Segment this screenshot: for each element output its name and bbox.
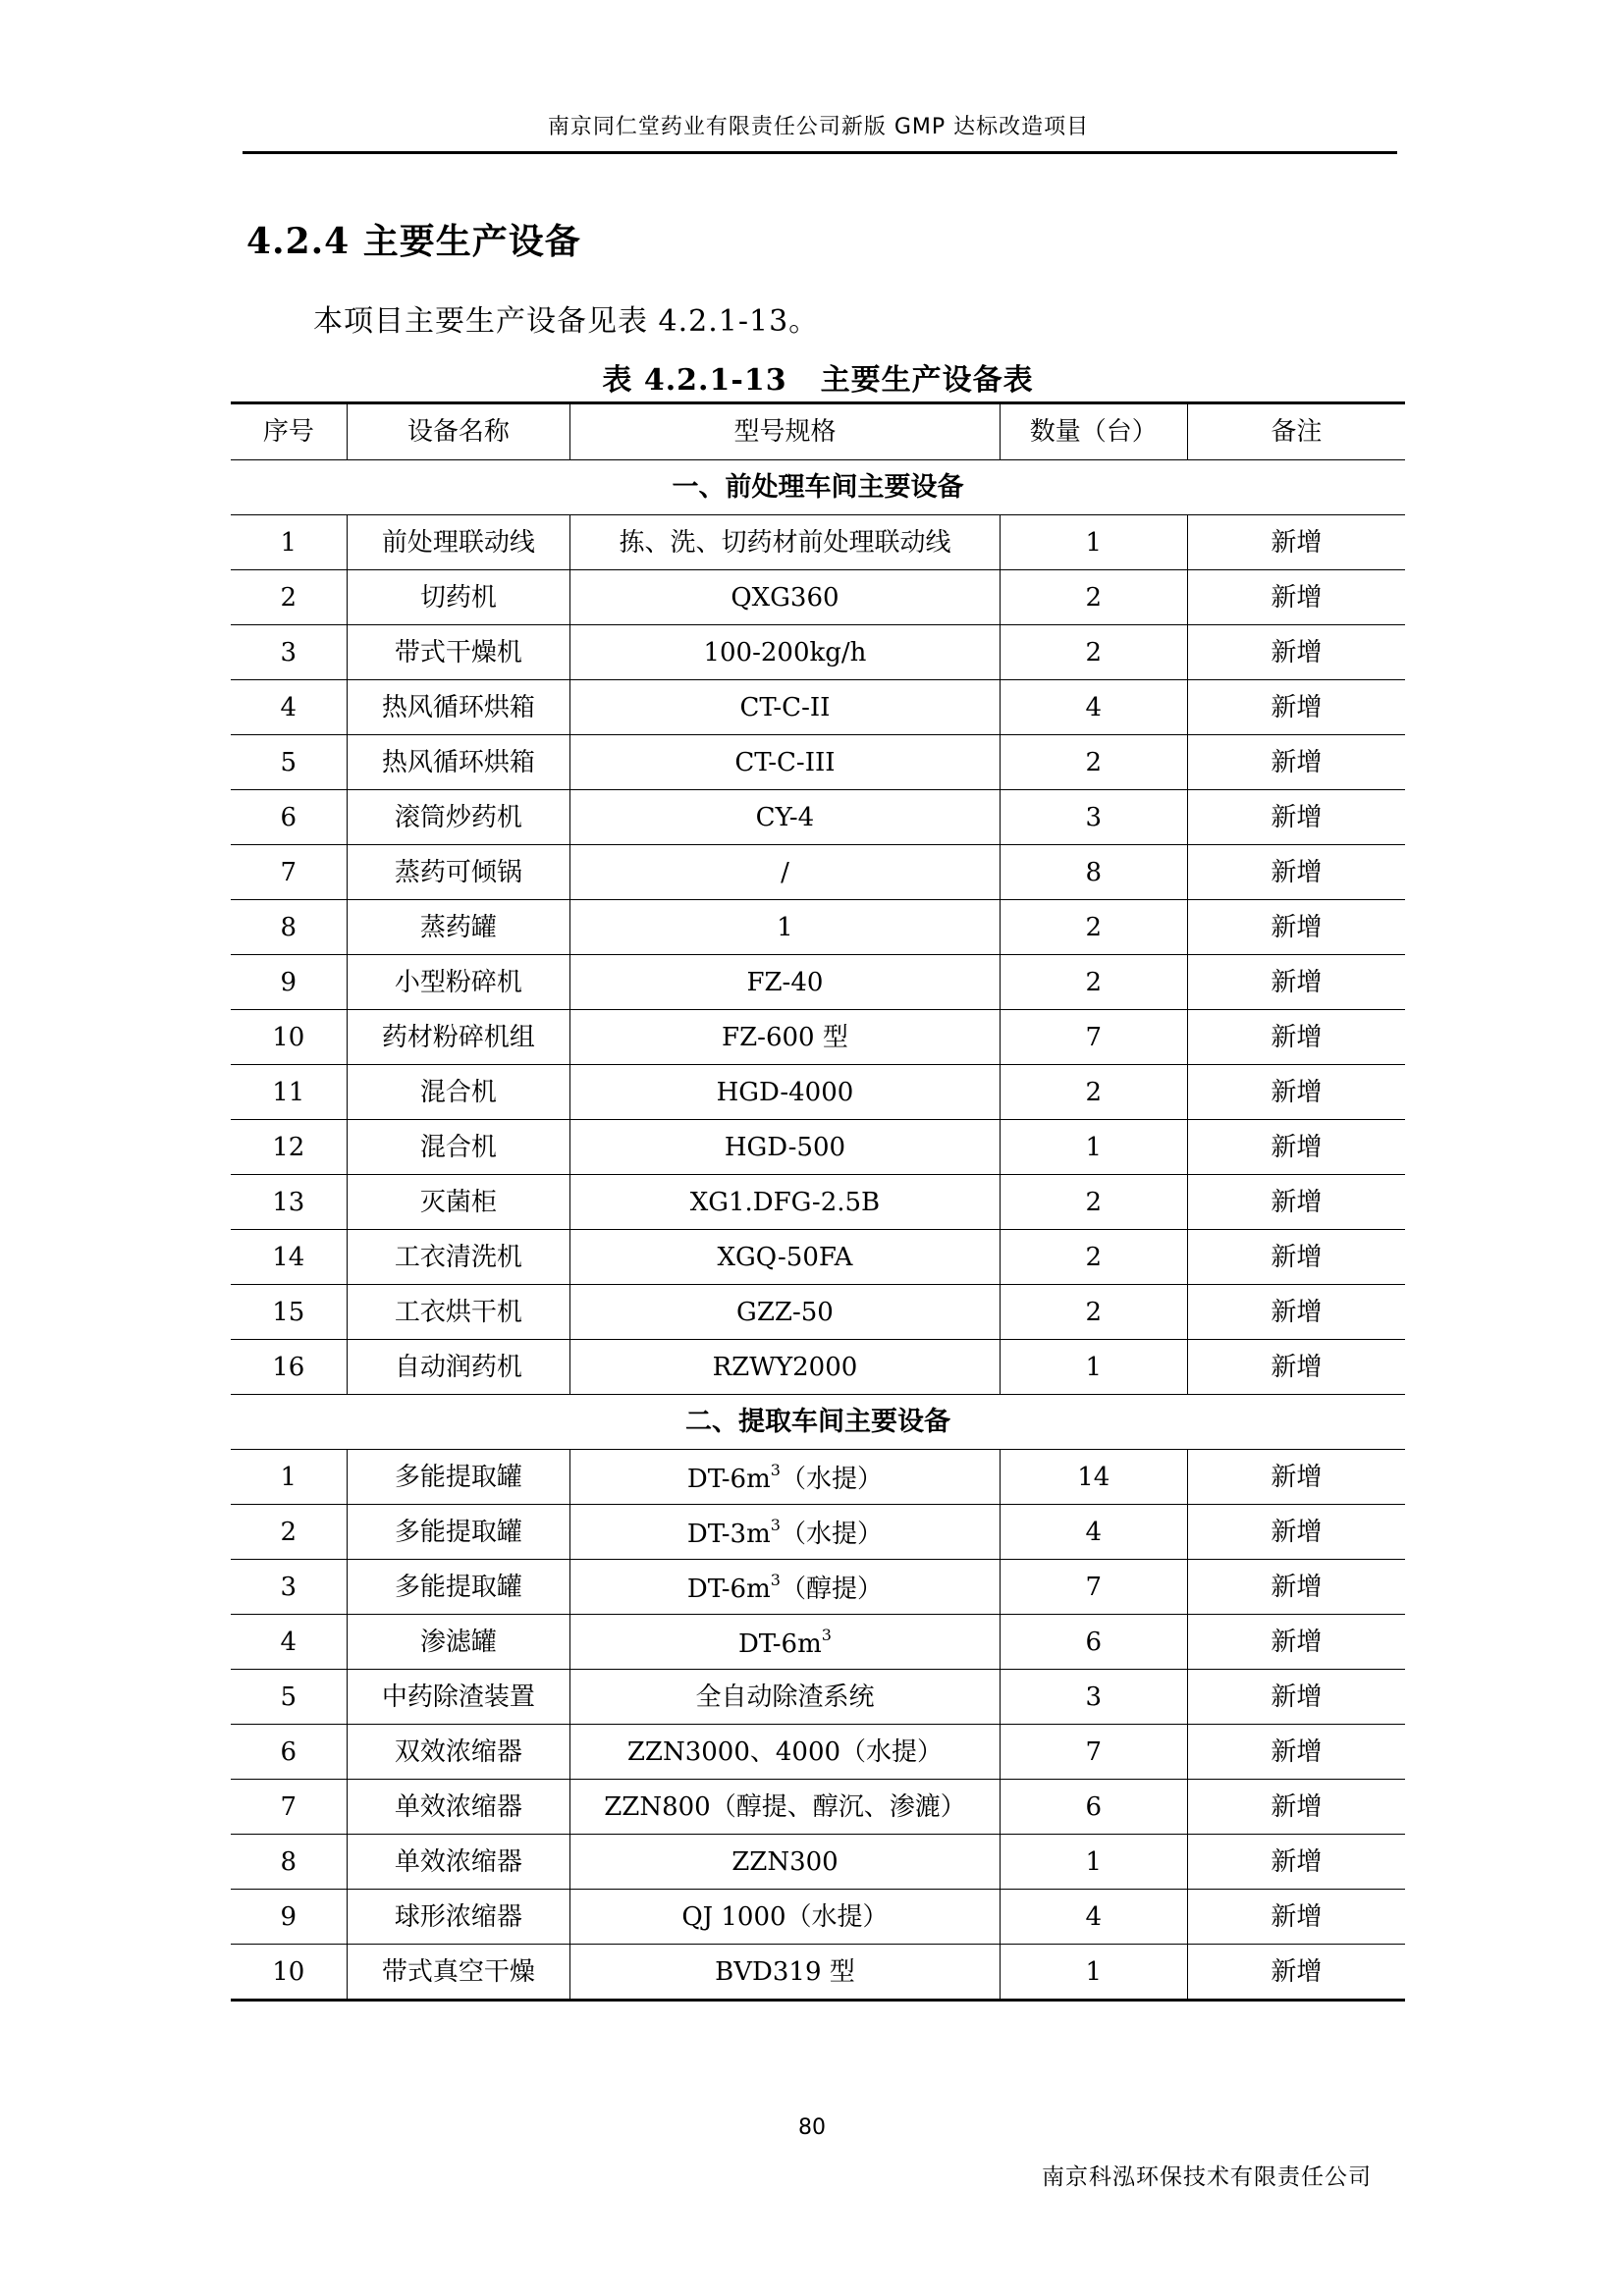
header-rule: [243, 151, 1397, 154]
cell-name: 药材粉碎机组: [347, 1010, 570, 1065]
cell-no: 1: [231, 1450, 347, 1505]
cell-note: 新增: [1187, 1725, 1405, 1780]
table-row: [231, 955, 1405, 1010]
cell-note: 新增: [1187, 900, 1405, 955]
cell-model: HGD-4000: [570, 1065, 1001, 1120]
cell-name: 多能提取罐: [347, 1450, 570, 1505]
cell-qty: 2: [1000, 1065, 1187, 1120]
cell-name: 小型粉碎机: [347, 955, 570, 1010]
table-row: [231, 845, 1405, 900]
cell-model: CT-C-III: [570, 735, 1001, 790]
cell-note: 新增: [1187, 1065, 1405, 1120]
cell-no: 11: [231, 1065, 347, 1120]
intro-paragraph: 本项目主要生产设备见表 4.2.1-13。: [313, 304, 820, 339]
cell-name: 切药机: [347, 570, 570, 625]
model-superscript: 3: [821, 1625, 832, 1644]
cell-no: 1: [231, 515, 347, 570]
cell-no: 16: [231, 1340, 347, 1395]
col-header-note: 备注: [1187, 403, 1405, 460]
cell-name: 自动润药机: [347, 1340, 570, 1395]
cell-no: 5: [231, 735, 347, 790]
cell-note: 新增: [1187, 1450, 1405, 1505]
cell-name: 单效浓缩器: [347, 1780, 570, 1835]
cell-no: 15: [231, 1285, 347, 1340]
model-base: DT-3m: [686, 1519, 771, 1549]
table-body: [231, 460, 1405, 2001]
cell-model: BVD319 型: [570, 1945, 1001, 2001]
cell-qty: 1: [1000, 1120, 1187, 1175]
cell-name: 双效浓缩器: [347, 1725, 570, 1780]
cell-model: HGD-500: [570, 1120, 1001, 1175]
cell-no: 3: [231, 625, 347, 680]
table-row: [231, 1010, 1405, 1065]
cell-model: XGQ-50FA: [570, 1230, 1001, 1285]
table-row: [231, 1065, 1405, 1120]
cell-name: 多能提取罐: [347, 1560, 570, 1615]
cell-note: 新增: [1187, 1780, 1405, 1835]
cell-name: 灭菌柜: [347, 1175, 570, 1230]
cell-note: 新增: [1187, 1890, 1405, 1945]
cell-name: 单效浓缩器: [347, 1835, 570, 1890]
cell-qty: 7: [1000, 1560, 1187, 1615]
cell-qty: 8: [1000, 845, 1187, 900]
table-row: [231, 1230, 1405, 1285]
cell-name: 蒸药可倾锅: [347, 845, 570, 900]
cell-model: XG1.DFG-2.5B: [570, 1175, 1001, 1230]
model-suffix: （水提）: [780, 1464, 883, 1494]
cell-qty: 2: [1000, 955, 1187, 1010]
group-title: 二、提取车间主要设备: [231, 1395, 1405, 1450]
cell-note: 新增: [1187, 1835, 1405, 1890]
cell-model: RZWY2000: [570, 1340, 1001, 1395]
cell-qty: 3: [1000, 1670, 1187, 1725]
cell-name: 热风循环烘箱: [347, 680, 570, 735]
model-superscript: 3: [770, 1570, 781, 1589]
cell-qty: 14: [1000, 1450, 1187, 1505]
cell-name: 滚筒炒药机: [347, 790, 570, 845]
table-caption: [231, 355, 1405, 399]
cell-model: GZZ-50: [570, 1285, 1001, 1340]
model-base: DT-6m: [737, 1629, 822, 1659]
model-superscript: 3: [770, 1460, 781, 1479]
cell-no: 3: [231, 1560, 347, 1615]
cell-name: 混合机: [347, 1065, 570, 1120]
cell-note: 新增: [1187, 955, 1405, 1010]
cell-no: 6: [231, 790, 347, 845]
cell-qty: 2: [1000, 570, 1187, 625]
cell-note: 新增: [1187, 680, 1405, 735]
cell-no: 10: [231, 1945, 347, 2001]
cell-qty: 3: [1000, 790, 1187, 845]
cell-model: [570, 1560, 1001, 1615]
cell-qty: 4: [1000, 680, 1187, 735]
table-row: [231, 790, 1405, 845]
cell-no: 4: [231, 680, 347, 735]
table-row: [231, 1945, 1405, 2001]
col-header-model: 型号规格: [570, 403, 1001, 460]
table-row: [231, 515, 1405, 570]
table-caption-title: 主要生产设备表: [820, 363, 1034, 398]
cell-qty: 2: [1000, 1285, 1187, 1340]
cell-note: 新增: [1187, 515, 1405, 570]
cell-name: 球形浓缩器: [347, 1890, 570, 1945]
cell-note: 新增: [1187, 1175, 1405, 1230]
model-suffix: （水提）: [780, 1519, 883, 1549]
table-row: [231, 900, 1405, 955]
cell-note: 新增: [1187, 1945, 1405, 2001]
cell-no: 6: [231, 1725, 347, 1780]
table-row: [231, 680, 1405, 735]
equipment-table: [231, 401, 1405, 2002]
col-header-no: 序号: [231, 403, 347, 460]
footer-company: 南京科泓环保技术有限责任公司: [1042, 2164, 1372, 2190]
cell-no: 4: [231, 1615, 347, 1670]
cell-no: 8: [231, 900, 347, 955]
cell-qty: 2: [1000, 735, 1187, 790]
cell-name: 工衣清洗机: [347, 1230, 570, 1285]
cell-no: 8: [231, 1835, 347, 1890]
cell-no: 12: [231, 1120, 347, 1175]
table-row: [231, 570, 1405, 625]
cell-model: /: [570, 845, 1001, 900]
cell-qty: 4: [1000, 1890, 1187, 1945]
table-row: [231, 1670, 1405, 1725]
table-row: [231, 735, 1405, 790]
cell-qty: 1: [1000, 1945, 1187, 2001]
cell-model: [570, 1505, 1001, 1560]
cell-name: 带式干燥机: [347, 625, 570, 680]
table-row: [231, 1340, 1405, 1395]
table-row: [231, 1890, 1405, 1945]
cell-name: 多能提取罐: [347, 1505, 570, 1560]
cell-model: CT-C-II: [570, 680, 1001, 735]
cell-note: 新增: [1187, 570, 1405, 625]
cell-qty: 1: [1000, 1835, 1187, 1890]
cell-model: ZZN800（醇提、醇沉、渗漉）: [570, 1780, 1001, 1835]
cell-qty: 4: [1000, 1505, 1187, 1560]
cell-model: [570, 1450, 1001, 1505]
table-row: [231, 1505, 1405, 1560]
cell-qty: 2: [1000, 1175, 1187, 1230]
col-header-qty: 数量（台）: [1000, 403, 1187, 460]
cell-note: 新增: [1187, 625, 1405, 680]
cell-model: ZZN300: [570, 1835, 1001, 1890]
cell-no: 7: [231, 1780, 347, 1835]
table-row: [231, 625, 1405, 680]
cell-note: 新增: [1187, 1560, 1405, 1615]
cell-model: QJ 1000（水提）: [570, 1890, 1001, 1945]
cell-no: 5: [231, 1670, 347, 1725]
cell-qty: 6: [1000, 1615, 1187, 1670]
cell-qty: 2: [1000, 625, 1187, 680]
table-row: [231, 1835, 1405, 1890]
cell-qty: 1: [1000, 515, 1187, 570]
cell-note: 新增: [1187, 790, 1405, 845]
cell-no: 9: [231, 955, 347, 1010]
cell-no: 9: [231, 1890, 347, 1945]
cell-no: 7: [231, 845, 347, 900]
model-base: DT-6m: [686, 1464, 771, 1494]
cell-model: FZ-40: [570, 955, 1001, 1010]
cell-qty: 1: [1000, 1340, 1187, 1395]
cell-qty: 7: [1000, 1725, 1187, 1780]
cell-name: 蒸药罐: [347, 900, 570, 955]
cell-qty: 6: [1000, 1780, 1187, 1835]
table-row: [231, 1120, 1405, 1175]
model-suffix: （醇提）: [780, 1574, 883, 1604]
model-base: DT-6m: [686, 1574, 771, 1604]
cell-note: 新增: [1187, 845, 1405, 900]
table-row: [231, 1450, 1405, 1505]
table-row: [231, 1615, 1405, 1670]
cell-model: FZ-600 型: [570, 1010, 1001, 1065]
page-number: 80: [798, 2115, 826, 2140]
cell-note: 新增: [1187, 1120, 1405, 1175]
group-header-row: [231, 1395, 1405, 1450]
cell-note: 新增: [1187, 1670, 1405, 1725]
cell-no: 10: [231, 1010, 347, 1065]
cell-note: 新增: [1187, 1615, 1405, 1670]
cell-name: 中药除渣装置: [347, 1670, 570, 1725]
table-row: [231, 1285, 1405, 1340]
group-header-row: [231, 460, 1405, 515]
table-row: [231, 1780, 1405, 1835]
page-header: 南京同仁堂药业有限责任公司新版 GMP 达标改造项目: [547, 115, 1090, 139]
cell-no: 14: [231, 1230, 347, 1285]
cell-model: 1: [570, 900, 1001, 955]
cell-model: 全自动除渣系统: [570, 1670, 1001, 1725]
cell-model: 100-200kg/h: [570, 625, 1001, 680]
cell-no: 13: [231, 1175, 347, 1230]
group-title: 一、前处理车间主要设备: [231, 460, 1405, 515]
table-header-row: [231, 403, 1405, 460]
cell-note: 新增: [1187, 735, 1405, 790]
table-row: [231, 1560, 1405, 1615]
model-superscript: 3: [770, 1515, 781, 1534]
cell-name: 渗滤罐: [347, 1615, 570, 1670]
table-caption-number: 表 4.2.1-13: [602, 363, 787, 398]
cell-name: 前处理联动线: [347, 515, 570, 570]
cell-model: [570, 1615, 1001, 1670]
cell-note: 新增: [1187, 1010, 1405, 1065]
cell-name: 带式真空干燥: [347, 1945, 570, 2001]
cell-note: 新增: [1187, 1230, 1405, 1285]
cell-name: 混合机: [347, 1120, 570, 1175]
cell-name: 热风循环烘箱: [347, 735, 570, 790]
table-row: [231, 1175, 1405, 1230]
cell-model: QXG360: [570, 570, 1001, 625]
table-row: [231, 1725, 1405, 1780]
cell-qty: 2: [1000, 1230, 1187, 1285]
cell-qty: 2: [1000, 900, 1187, 955]
cell-no: 2: [231, 1505, 347, 1560]
cell-note: 新增: [1187, 1505, 1405, 1560]
cell-qty: 7: [1000, 1010, 1187, 1065]
cell-model: 拣、洗、切药材前处理联动线: [570, 515, 1001, 570]
cell-no: 2: [231, 570, 347, 625]
cell-note: 新增: [1187, 1285, 1405, 1340]
cell-model: ZZN3000、4000（水提）: [570, 1725, 1001, 1780]
section-heading: 4.2.4 主要生产设备: [246, 221, 581, 262]
cell-note: 新增: [1187, 1340, 1405, 1395]
cell-name: 工衣烘干机: [347, 1285, 570, 1340]
cell-model: CY-4: [570, 790, 1001, 845]
col-header-name: 设备名称: [347, 403, 570, 460]
